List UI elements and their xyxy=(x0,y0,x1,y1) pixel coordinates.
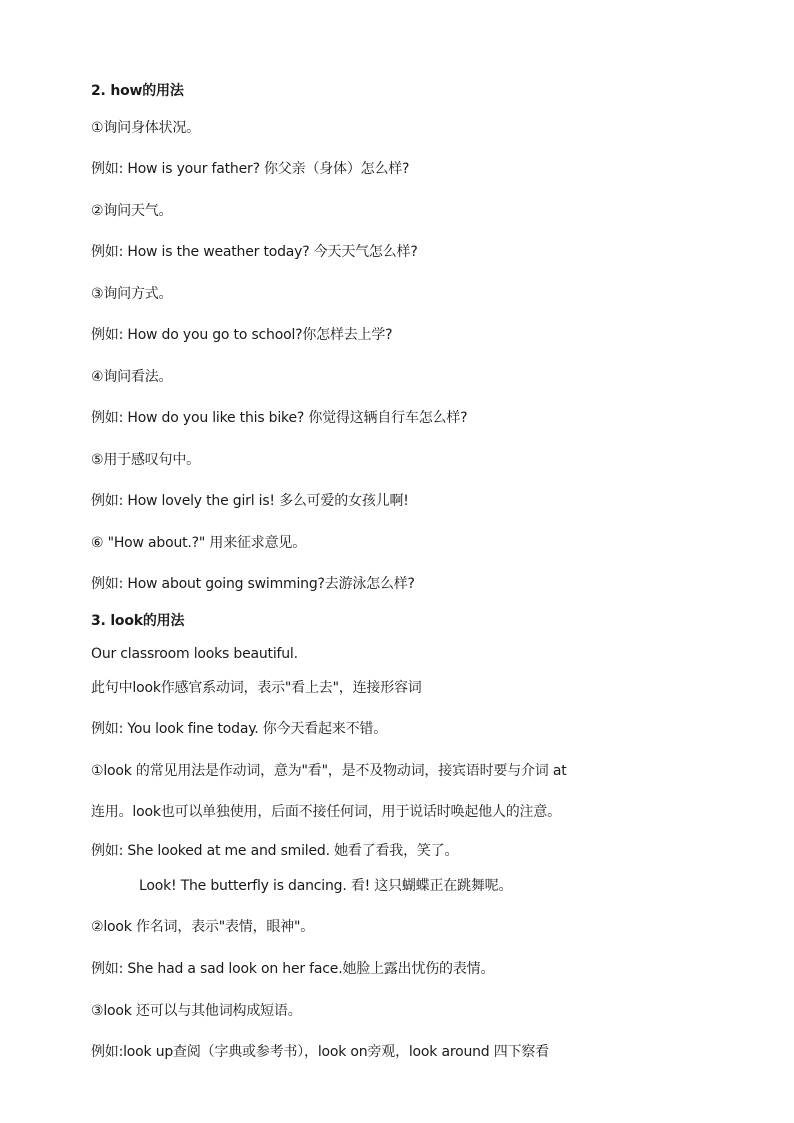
usage-item: ③询问方式。 xyxy=(91,286,173,302)
usage-item: ⑥ "How about.?" 用来征求意见。 xyxy=(91,535,306,551)
example-line: 例如: How do you like this bike? 你觉得这辆自行车怎么样? xyxy=(91,410,468,426)
body-line: 连用。look也可以单独使用，后面不接任何词，用于说话时唤起他人的注意。 xyxy=(91,804,561,820)
usage-item: ①询问身体状况。 xyxy=(91,120,200,136)
example-line: Look! The butterfly is dancing. 看! 这只蝴蝶正在跳舞呢。 xyxy=(139,878,513,894)
heading-look-usage: 3. look的用法 xyxy=(91,613,185,629)
body-line: 此句中look作感官系动词，表示"看上去"，连接形容词 xyxy=(91,680,422,696)
usage-item: ②询问天气。 xyxy=(91,203,173,219)
example-line: 例如: How is the weather today? 今天天气怎么样? xyxy=(91,244,418,260)
heading-how-usage: 2. how的用法 xyxy=(91,83,184,99)
example-line: 例如: How is your father? 你父亲（身体）怎么样? xyxy=(91,161,410,177)
example-line: 例如: You look fine today. 你今天看起来不错。 xyxy=(91,721,387,737)
example-line: 例如:look up查阅（字典或参考书），look on旁观，look around 四下察看 xyxy=(91,1044,549,1060)
body-line: Our classroom looks beautiful. xyxy=(91,646,298,662)
usage-item: ②look 作名词，表示"表情，眼神"。 xyxy=(91,919,315,935)
example-line: 例如: How about going swimming?去游泳怎么样? xyxy=(91,576,415,592)
example-line: 例如: She looked at me and smiled. 她看了看我，笑了。 xyxy=(91,843,459,859)
example-line: 例如: How do you go to school?你怎样去上学? xyxy=(91,327,393,343)
usage-item: ④询问看法。 xyxy=(91,369,173,385)
usage-item: ⑤用于感叹句中。 xyxy=(91,452,200,468)
example-line: 例如: How lovely the girl is! 多么可爱的女孩儿啊! xyxy=(91,493,409,509)
example-line: 例如: She had a sad look on her face.她脸上露出忧伤的表情。 xyxy=(91,961,495,977)
usage-item: ①look 的常见用法是作动词，意为"看"，是不及物动词，接宾语时要与介词 at xyxy=(91,763,567,779)
usage-item: ③look 还可以与其他词构成短语。 xyxy=(91,1003,302,1019)
